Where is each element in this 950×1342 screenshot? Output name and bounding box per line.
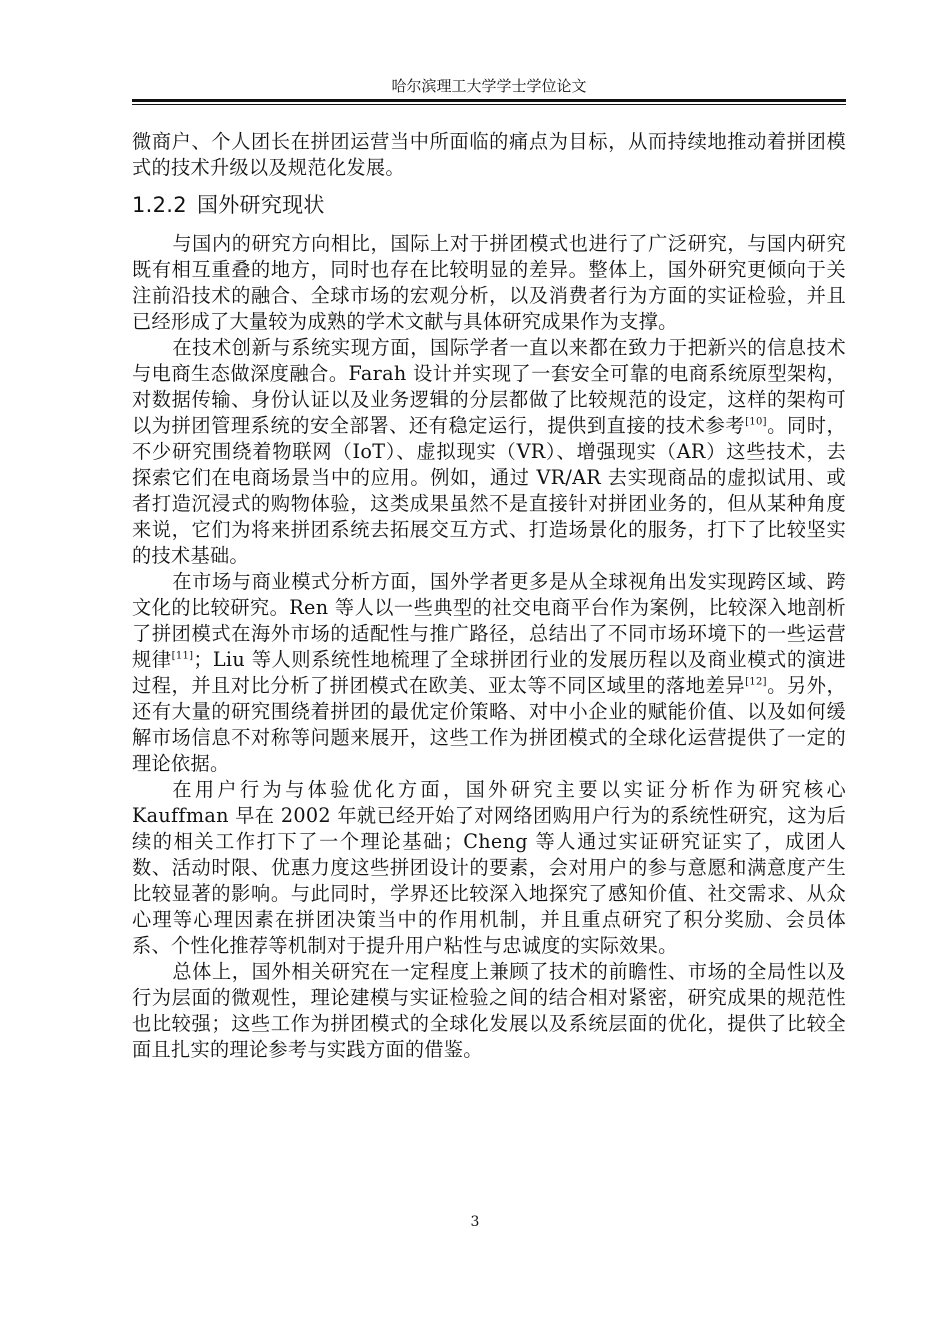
page-number: 3 bbox=[470, 1214, 480, 1230]
paragraph-market-text-3: 。另外，还有大量的研究围绕着拼团的最优定价策略、对中小企业的赋能价值、以及如何缓解市场信息不对称等问题来展开，这些工作为拼团模式的全球化运营提供了一定的理论依据。 bbox=[132, 674, 846, 775]
citation-10: [10] bbox=[745, 416, 767, 428]
paragraph-technology-text-2: 。同时，不少研究围绕着物联网（IoT）、虚拟现实（VR）、增强现实（AR）这些技术，去探索它们在电商场景当中的应用。例如，通过 VR/AR 去实现商品的虚拟试用、或者打造沉浸式的购物体验，这类成果虽然不是直接针对拼团业务的，但从某种角度来说，它们为将来拼团系统去拓展交互方式、打造场景化的服务，打下了比较坚实的技术基础。 bbox=[132, 414, 846, 567]
continued-paragraph: 微商户、个人团长在拼团运营当中所面临的痛点为目标，从而持续地推动着拼团模式的技术升级以及规范化发展。 bbox=[132, 130, 846, 179]
body-content bbox=[132, 129, 846, 1063]
section-heading bbox=[132, 191, 846, 219]
header-rule-thick bbox=[132, 99, 846, 102]
header-rule-thin bbox=[132, 104, 846, 105]
citation-11: [11] bbox=[171, 650, 194, 662]
paragraph-market-text-1: 在市场与商业模式分析方面，国外学者更多是从全球视角出发实现跨区域、跨文化的比较研究。Ren 等人以一些典型的社交电商平台作为案例，比较深入地剖析了拼团模式在海外市场的适配性与推广路径，总结出了不同市场环境下的一些运营规律 bbox=[132, 570, 846, 671]
section-number: 1.2.2 bbox=[132, 193, 187, 217]
paragraph-technology-text-1: 在技术创新与系统实现方面，国际学者一直以来都在致力于把新兴的信息技术与电商生态做深度融合。Farah 设计并实现了一套安全可靠的电商系统原型架构，对数据传输、身份认证以及业务逻辑的分层都做了比较规范的设定，这样的架构可以为拼团管理系统的安全部署、还有稳定运行，提供到直接的技术参考 bbox=[132, 336, 846, 437]
paragraph-overview: 与国内的研究方向相比，国际上对于拼团模式也进行了广泛研究，与国内研究既有相互重叠的地方，同时也存在比较明显的差异。整体上，国外研究更倾向于关注前沿技术的融合、全球市场的宏观分析，以及消费者行为方面的实证检验，并且已经形成了大量较为成熟的学术文献与具体研究成果作为支撑。 bbox=[132, 232, 846, 333]
paragraph-user-behavior: 在用户行为与体验优化方面，国外研究主要以实证分析作为研究核心 Kauffman 早在 2002 年就已经开始了对网络团购用户行为的系统性研究，这为后续的相关工作打下了一个理论基础；Cheng 等人通过实证研究证实了，成团人数、活动时限、优惠力度这些拼团设计的要素，会对用户的参与意愿和满意度产生比较显著的影响。与此同时，学界还比较深入地探究了感知价值、社交需求、从众心理等心理因素在拼团决策当中的作用机制，并且重点研究了积分奖励、会员体系、个性化推荐等机制对于提升用户粘性与忠诚度的实际效果。 bbox=[132, 778, 846, 957]
paragraph-market-text-2: ；Liu 等人则系统性地梳理了全球拼团行业的发展历程以及商业模式的演进过程，并且对比分析了拼团模式在欧美、亚太等不同区域里的落地差异 bbox=[132, 648, 846, 697]
paragraph-summary: 总体上，国外相关研究在一定程度上兼顾了技术的前瞻性、市场的全局性以及行为层面的微观性，理论建模与实证检验之间的结合相对紧密，研究成果的规范性也比较强；这些工作为拼团模式的全球化发展以及系统层面的优化，提供了比较全面且扎实的理论参考与实践方面的借鉴。 bbox=[132, 960, 846, 1061]
paragraph-technology bbox=[132, 335, 846, 569]
citation-12: [12] bbox=[745, 676, 767, 688]
running-header: 哈尔滨理工大学学士学位论文 bbox=[391, 77, 587, 95]
paragraph-market bbox=[132, 569, 846, 777]
section-title: 国外研究现状 bbox=[196, 193, 325, 217]
